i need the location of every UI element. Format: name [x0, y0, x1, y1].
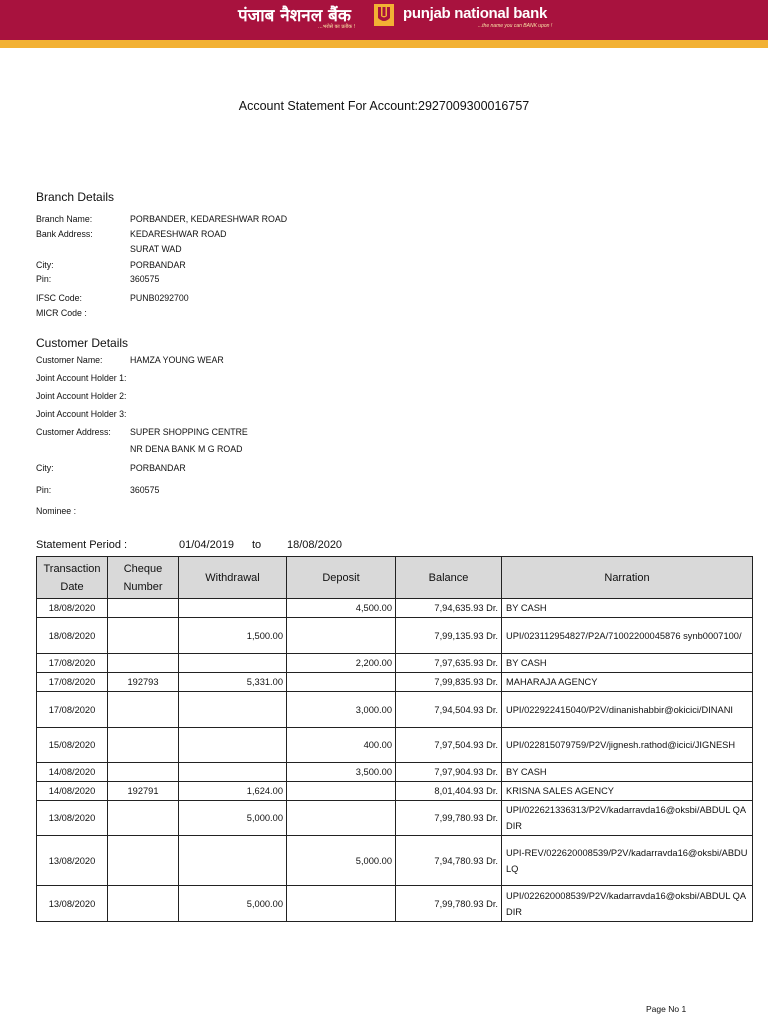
cell-withdrawal — [179, 692, 287, 728]
customer-city-label: City: — [36, 463, 54, 473]
cell-withdrawal — [179, 728, 287, 763]
cell-cheque — [108, 728, 179, 763]
pnb-logo-icon — [373, 3, 395, 27]
cell-cheque — [108, 654, 179, 673]
cell-date: 17/08/2020 — [37, 673, 108, 692]
table-row — [37, 763, 753, 782]
cell-deposit: 5,000.00 — [287, 836, 396, 886]
cell-narration: MAHARAJA AGENCY — [502, 673, 753, 692]
cell-narration: BY CASH — [502, 599, 753, 618]
cell-date: 14/08/2020 — [37, 782, 108, 801]
bank-address-line1: KEDARESHWAR ROAD — [130, 229, 227, 239]
customer-address-line2: NR DENA BANK M G ROAD — [130, 444, 243, 454]
cell-withdrawal: 5,000.00 — [179, 801, 287, 836]
joint-holder-3-label: Joint Account Holder 3: — [36, 409, 127, 419]
cell-cheque — [108, 836, 179, 886]
cell-withdrawal: 1,624.00 — [179, 782, 287, 801]
statement-period-to-label: to — [252, 539, 262, 551]
cell-withdrawal: 1,500.00 — [179, 618, 287, 654]
cell-date: 13/08/2020 — [37, 886, 108, 922]
joint-holder-2-label: Joint Account Holder 2: — [36, 391, 127, 401]
cell-withdrawal — [179, 599, 287, 618]
cell-deposit: 400.00 — [287, 728, 396, 763]
cell-narration: BY CASH — [502, 654, 753, 673]
cell-deposit — [287, 618, 396, 654]
cell-date: 17/08/2020 — [37, 654, 108, 673]
customer-address-line1: SUPER SHOPPING CENTRE — [130, 427, 248, 437]
table-row — [37, 599, 753, 618]
customer-pin-value: 360575 — [130, 485, 160, 495]
cell-withdrawal: 5,000.00 — [179, 886, 287, 922]
cell-balance: 7,99,780.93 Dr. — [396, 886, 502, 922]
cell-deposit: 3,500.00 — [287, 763, 396, 782]
cell-deposit: 3,000.00 — [287, 692, 396, 728]
cell-balance: 7,94,504.93 Dr. — [396, 692, 502, 728]
customer-details-heading: Customer Details — [36, 336, 129, 350]
cell-deposit: 4,500.00 — [287, 599, 396, 618]
cell-withdrawal — [179, 836, 287, 886]
branch-name-label: Branch Name: — [36, 214, 93, 224]
cell-date: 18/08/2020 — [37, 599, 108, 618]
cell-narration: UPI/023112954827/P2A/71002200045876 synb0007100/ — [502, 618, 753, 654]
cell-cheque — [108, 886, 179, 922]
cell-balance: 7,97,635.93 Dr. — [396, 654, 502, 673]
cell-withdrawal — [179, 654, 287, 673]
cell-deposit: 2,200.00 — [287, 654, 396, 673]
statement-title: Account Statement For Account:2927009300016757 — [238, 99, 530, 113]
statement-period-from: 01/04/2019 — [179, 539, 235, 551]
header-banner — [0, 0, 768, 40]
nominee-label: Nominee : — [36, 506, 77, 516]
col-narration: Narration — [502, 557, 753, 599]
branch-details-heading: Branch Details — [36, 190, 115, 204]
cell-narration: UPI/022620008539/P2V/kadarravda16@oksbi/ABDUL QADIR — [502, 886, 753, 922]
bank-address-label: Bank Address: — [36, 229, 93, 239]
table-row — [37, 782, 753, 801]
micr-label: MICR Code : — [36, 308, 87, 318]
branch-city-label: City: — [36, 260, 54, 270]
tagline-english: ...the name you can BANK upon ! — [478, 23, 553, 29]
table-header-row — [37, 557, 753, 599]
cell-cheque — [108, 599, 179, 618]
table-row — [37, 886, 753, 922]
customer-address-label: Customer Address: — [36, 427, 111, 437]
col-transaction-date: Transaction Date — [37, 557, 108, 599]
cell-balance: 7,97,904.93 Dr. — [396, 763, 502, 782]
statement-period-to: 18/08/2020 — [287, 539, 343, 551]
customer-city-value: PORBANDAR — [130, 463, 186, 473]
customer-name-value: HAMZA YOUNG WEAR — [130, 355, 224, 365]
cell-narration: UPI/022621336313/P2V/kadarravda16@oksbi/ABDUL QADIR — [502, 801, 753, 836]
cell-balance: 7,97,504.93 Dr. — [396, 728, 502, 763]
bank-name-hindi: पंजाब नैशनल बैंक — [238, 6, 351, 26]
customer-name-label: Customer Name: — [36, 355, 103, 365]
table-row — [37, 801, 753, 836]
cell-narration: UPI/022815079759/P2V/jignesh.rathod@icici/JIGNESH — [502, 728, 753, 763]
tagline-hindi: ...भरोसे का प्रतीक ! — [318, 24, 356, 30]
cell-deposit — [287, 673, 396, 692]
cell-date: 14/08/2020 — [37, 763, 108, 782]
cell-balance: 7,99,835.93 Dr. — [396, 673, 502, 692]
statement-period-label: Statement Period : — [36, 539, 128, 551]
ifsc-value: PUNB0292700 — [130, 293, 189, 303]
cell-balance: 7,94,780.93 Dr. — [396, 836, 502, 886]
branch-name-value: PORBANDER, KEDARESHWAR ROAD — [130, 214, 288, 224]
transactions-body — [37, 599, 753, 922]
cell-narration: UPI/022922415040/P2V/dinanishabbir@okicici/DINANI — [502, 692, 753, 728]
cell-balance: 8,01,404.93 Dr. — [396, 782, 502, 801]
cell-cheque — [108, 692, 179, 728]
cell-deposit — [287, 886, 396, 922]
col-cheque-number: Cheque Number — [108, 557, 179, 599]
page-number: Page No 1 — [646, 1004, 687, 1014]
cell-balance: 7,99,780.93 Dr. — [396, 801, 502, 836]
bank-address-line2: SURAT WAD — [130, 244, 182, 254]
cell-cheque: 192793 — [108, 673, 179, 692]
cell-deposit — [287, 782, 396, 801]
table-row — [37, 692, 753, 728]
cell-balance: 7,94,635.93 Dr. — [396, 599, 502, 618]
cell-date: 17/08/2020 — [37, 692, 108, 728]
cell-balance: 7,99,135.93 Dr. — [396, 618, 502, 654]
cell-date: 18/08/2020 — [37, 618, 108, 654]
ifsc-label: IFSC Code: — [36, 293, 82, 303]
bank-name-english: punjab national bank — [403, 5, 548, 22]
branch-pin-value: 360575 — [130, 274, 160, 284]
cell-narration: KRISNA SALES AGENCY — [502, 782, 753, 801]
cell-cheque — [108, 801, 179, 836]
transactions-table — [36, 556, 753, 922]
cell-withdrawal: 5,331.00 — [179, 673, 287, 692]
col-deposit: Deposit — [287, 557, 396, 599]
col-balance: Balance — [396, 557, 502, 599]
joint-holder-1-label: Joint Account Holder 1: — [36, 373, 127, 383]
table-row — [37, 618, 753, 654]
col-withdrawal: Withdrawal — [179, 557, 287, 599]
table-row — [37, 673, 753, 692]
cell-cheque: 192791 — [108, 782, 179, 801]
header-stripe — [0, 40, 768, 48]
cell-cheque — [108, 763, 179, 782]
customer-pin-label: Pin: — [36, 485, 52, 495]
cell-narration: UPI-REV/022620008539/P2V/kadarravda16@oksbi/ABDULQ — [502, 836, 753, 886]
cell-deposit — [287, 801, 396, 836]
cell-withdrawal — [179, 763, 287, 782]
cell-date: 13/08/2020 — [37, 836, 108, 886]
branch-city-value: PORBANDAR — [130, 260, 186, 270]
cell-cheque — [108, 618, 179, 654]
branch-pin-label: Pin: — [36, 274, 52, 284]
cell-date: 13/08/2020 — [37, 801, 108, 836]
table-row — [37, 836, 753, 886]
table-row — [37, 654, 753, 673]
cell-narration: BY CASH — [502, 763, 753, 782]
table-row — [37, 728, 753, 763]
cell-date: 15/08/2020 — [37, 728, 108, 763]
